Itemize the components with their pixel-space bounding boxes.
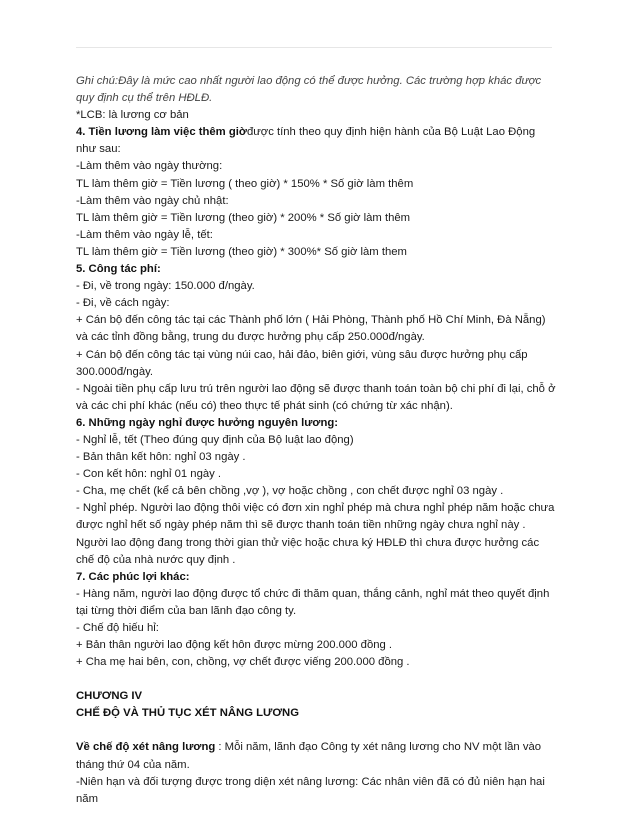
list-item: -Làm thêm vào ngày chủ nhật: (76, 194, 229, 207)
list-item: - Ngoài tiền phụ cấp lưu trú trên người lao động sẽ được thanh toán toàn bộ chi phí đi lại, chỗ ở và các chi phí khác (nếu có) theo thực tế phát sinh (có chứng từ xác nhận). (76, 382, 556, 412)
chapter-subtitle: CHẾ ĐỘ VÀ THỦ TỤC XÉT NÂNG LƯƠNG (76, 707, 299, 720)
note-label: Ghi chú: (76, 75, 119, 87)
list-item: - Bản thân kết hôn: nghỉ 03 ngày . (76, 451, 246, 464)
section-4-heading: 4. Tiền lương làm việc thêm giờ (76, 126, 247, 139)
list-item: + Cha mẹ hai bên, con, chồng, vợ chết được viếng 200.000 đồng . (76, 656, 410, 669)
section-6-heading: 6. Những ngày nghỉ được hưởng nguyên lương: (76, 416, 339, 429)
raise-heading: Về chế độ xét nâng lương (76, 741, 216, 754)
note-text: Đây là mức cao nhất người lao động có thể được hưởng. Các trường hợp khác được quy định cụ thể trên HĐLĐ. (76, 75, 542, 105)
section-4-intro: được tính theo quy định hiện hành của Bộ Luật Lao Động như sau: (76, 126, 536, 156)
list-item: - Hàng năm, người lao động được tổ chức đi thăm quan, thắng cảnh, nghỉ mát theo quyết định tại từng thời điểm của ban lãnh đạo công ty. (76, 587, 550, 617)
list-item: - Đi, về cách ngày: (76, 297, 170, 310)
section-5-heading: 5. Công tác phí: (76, 263, 161, 276)
list-item: -Làm thêm vào ngày thường: (76, 160, 223, 173)
list-item: TL làm thêm giờ = Tiền lương ( theo giờ) * 150% * Số giờ làm thêm (76, 177, 414, 190)
note-paragraph (76, 73, 558, 107)
list-item: TL làm thêm giờ = Tiền lương (theo giờ) * 200% * Số giờ làm thêm (76, 211, 411, 224)
raise-last-line: -Niên hạn và đối tượng được trong diện xét nâng lương: Các nhân viên đã có đủ niên hạn hai năm (76, 775, 545, 805)
list-item: -Làm thêm vào ngày lễ, tết: (76, 228, 213, 241)
spacer (76, 722, 558, 739)
document-body (76, 73, 558, 808)
section-4-paragraph (76, 124, 558, 158)
list-item: - Đi, về trong ngày: 150.000 đ/ngày. (76, 280, 255, 293)
list-item: - Cha, mẹ chết (kể cả bên chồng ,vợ ), vợ hoặc chồng , con chết được nghỉ 03 ngày . (76, 485, 504, 498)
raise-paragraph (76, 739, 558, 773)
spacer (76, 671, 558, 688)
list-item: - Nghỉ phép. Người lao động thôi việc có đơn xin nghỉ phép mà chưa nghỉ phép năm hoặc chưa được nghỉ hết số ngày phép năm thì sẽ được thanh toán tiền những ngày chưa nghỉ này . Người lao động đang trong thời gian thử việc hoặc chưa ký HĐLĐ thì chưa được hưởng các chế độ của nhà nước quy định . (76, 502, 555, 566)
header-divider (76, 47, 552, 48)
list-item: + Cán bộ đến công tác tại các Thành phố lớn ( Hải Phòng, Thành phố Hồ Chí Minh, Đà Nẵng) và các tỉnh đồng bằng, trung du được hưởng phụ cấp 250.000đ/ngày. (76, 314, 546, 344)
list-item: TL làm thêm giờ = Tiền lương (theo giờ) * 300%* Số giờ làm them (76, 245, 407, 258)
list-item: + Bản thân người lao động kết hôn được mừng 200.000 đồng . (76, 639, 393, 652)
list-item: - Nghỉ lễ, tết (Theo đúng quy định của Bộ luật lao động) (76, 433, 354, 446)
list-item: + Cán bộ đến công tác tại vùng núi cao, hải đảo, biên giới, vùng sâu được hưởng phụ cấp 300.000đ/ngày. (76, 348, 528, 378)
list-item: - Chế độ hiếu hỉ: (76, 622, 159, 634)
raise-text: : Mỗi năm, lãnh đạo Công ty xét nâng lương cho NV một lần vào tháng thứ 04 của năm. (76, 741, 542, 771)
section-7-heading: 7. Các phúc lợi khác: (76, 570, 190, 583)
lcb-note: *LCB: là lương cơ bản (76, 109, 189, 122)
chapter-title: CHƯƠNG IV (76, 690, 143, 703)
list-item: - Con kết hôn: nghỉ 01 ngày . (76, 468, 222, 481)
